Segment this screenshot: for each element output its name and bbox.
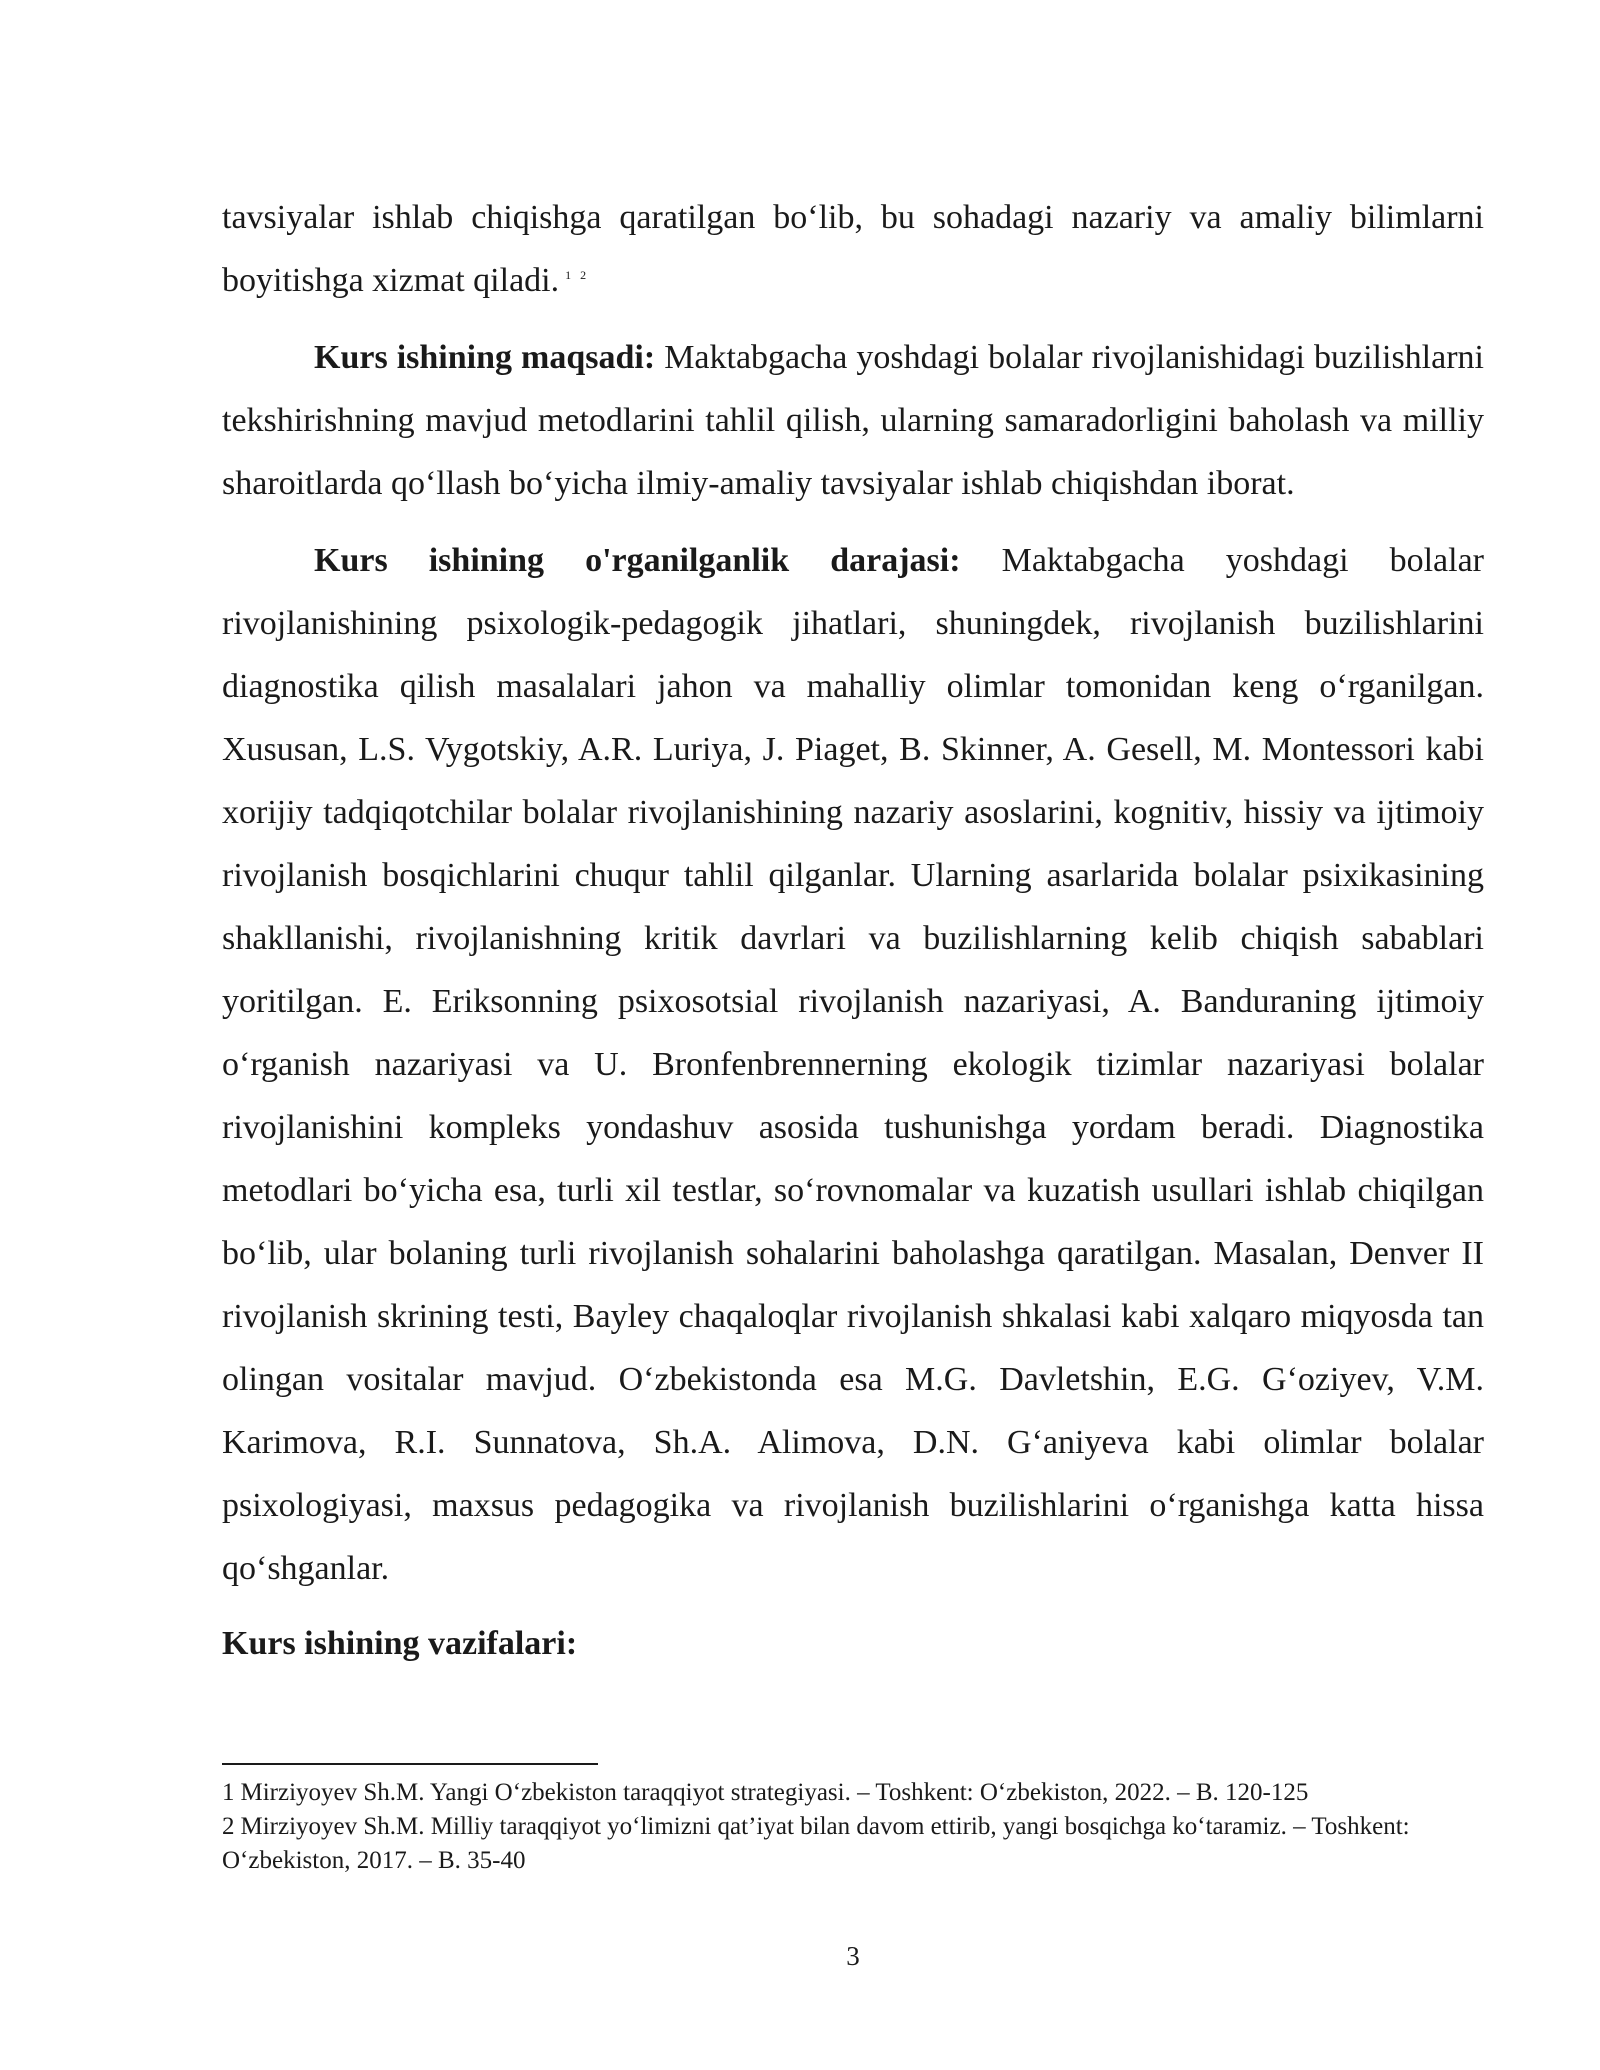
footnote-separator	[222, 1763, 598, 1765]
footnote-2	[222, 1810, 1484, 1878]
paragraph-study-level	[222, 529, 1484, 1600]
paragraph-goal	[222, 326, 1484, 515]
tasks-heading: Kurs ishining vazifalari:	[222, 1625, 578, 1662]
footnote-1-number: 1	[222, 1779, 235, 1806]
study-level-text: Maktabgacha yoshdagi bolalar rivojlanishining psixologik-pedagogik jihatlari, shuningdek, rivojlanish buzilishlarini diagnostika qilish masalalari jahon va mahalliy olimlar tomonidan keng o‘rganilgan. Xususan, L.S. Vygotskiy, A.R. Luriya, J. Piaget, B. Skinner, A. Gesell, M. Montessori kabi xorijiy tadqiqotchilar bolalar rivojlanishining nazariy asoslarini, kognitiv, hissiy va ijtimoiy rivojlanish bosqichlarini chuqur tahlil qilganlar. Ularning asarlarida bolalar psixikasining shakllanishi, rivojlanishning kritik davrlari va buzilishlarning kelib chiqish sabablari yoritilgan. E. Eriksonning psixosotsial rivojlanish nazariyasi, A. Banduraning ijtimoiy o‘rganish nazariyasi va U. Bronfenbrennerning ekologik tizimlar nazariyasi bolalar rivojlanishini kompleks yondashuv asosida tushunishga yordam beradi. Diagnostika metodlari bo‘yicha esa, turli xil testlar, so‘rovnomalar va kuzatish usullari ishlab chiqilgan bo‘lib, ular bolaning turli rivojlanish sohalarini baholashga qaratilgan. Masalan, Denver II rivojlanish skrining testi, Bayley chaqaloqlar rivojlanish shkalasi kabi xalqaro miqyosda tan olingan vositalar mavjud. O‘zbekistonda esa M.G. Davletshin, E.G. G‘oziyev, V.M. Karimova, R.I. Sunnatova, Sh.A. Alimova, D.N. G‘aniyeva kabi olimlar bolalar psixologiyasi, maxsus pedagogika va rivojlanish buzilishlarini o‘rganishga katta hissa qo‘shganlar.	[222, 542, 1484, 1587]
paragraph-intro-continuation	[222, 186, 1484, 312]
footnotes-section	[222, 1776, 1484, 1878]
study-level-heading: Kurs ishining o'rganilganlik darajasi:	[314, 542, 961, 579]
footnote-1	[222, 1776, 1484, 1810]
footnote-2-text: Mirziyoyev Sh.M. Milliy taraqqiyot yo‘limizni qat’iyat bilan davom ettirib, yangi bosqichga ko‘taramiz. – Toshkent: O‘zbekiston, 2017. – B. 35-40	[222, 1813, 1410, 1874]
paragraph-intro-text: tavsiyalar ishlab chiqishga qaratilgan bo‘lib, bu sohadagi nazariy va amaliy bilimlarni boyitishga xizmat qiladi.	[222, 199, 1484, 299]
goal-text: Maktabgacha yoshdagi bolalar rivojlanishidagi buzilishlarni tekshirishning mavjud metodlarini tahlil qilish, ularning samaradorligini baholash va milliy sharoitlarda qo‘llash bo‘yicha ilmiy-amaliy tavsiyalar ishlab chiqishdan iborat.	[222, 339, 1484, 502]
page-number: 3	[846, 1941, 860, 1971]
document-page-body	[222, 186, 1484, 1675]
footnote-references: 1 2	[565, 268, 590, 282]
footnote-1-text: Mirziyoyev Sh.M. Yangi O‘zbekiston taraqqiyot strategiyasi. – Toshkent: O‘zbekiston, 2022. – B. 120-125	[240, 1779, 1309, 1806]
footnote-2-number: 2	[222, 1813, 235, 1840]
goal-heading: Kurs ishining maqsadi:	[314, 339, 656, 376]
